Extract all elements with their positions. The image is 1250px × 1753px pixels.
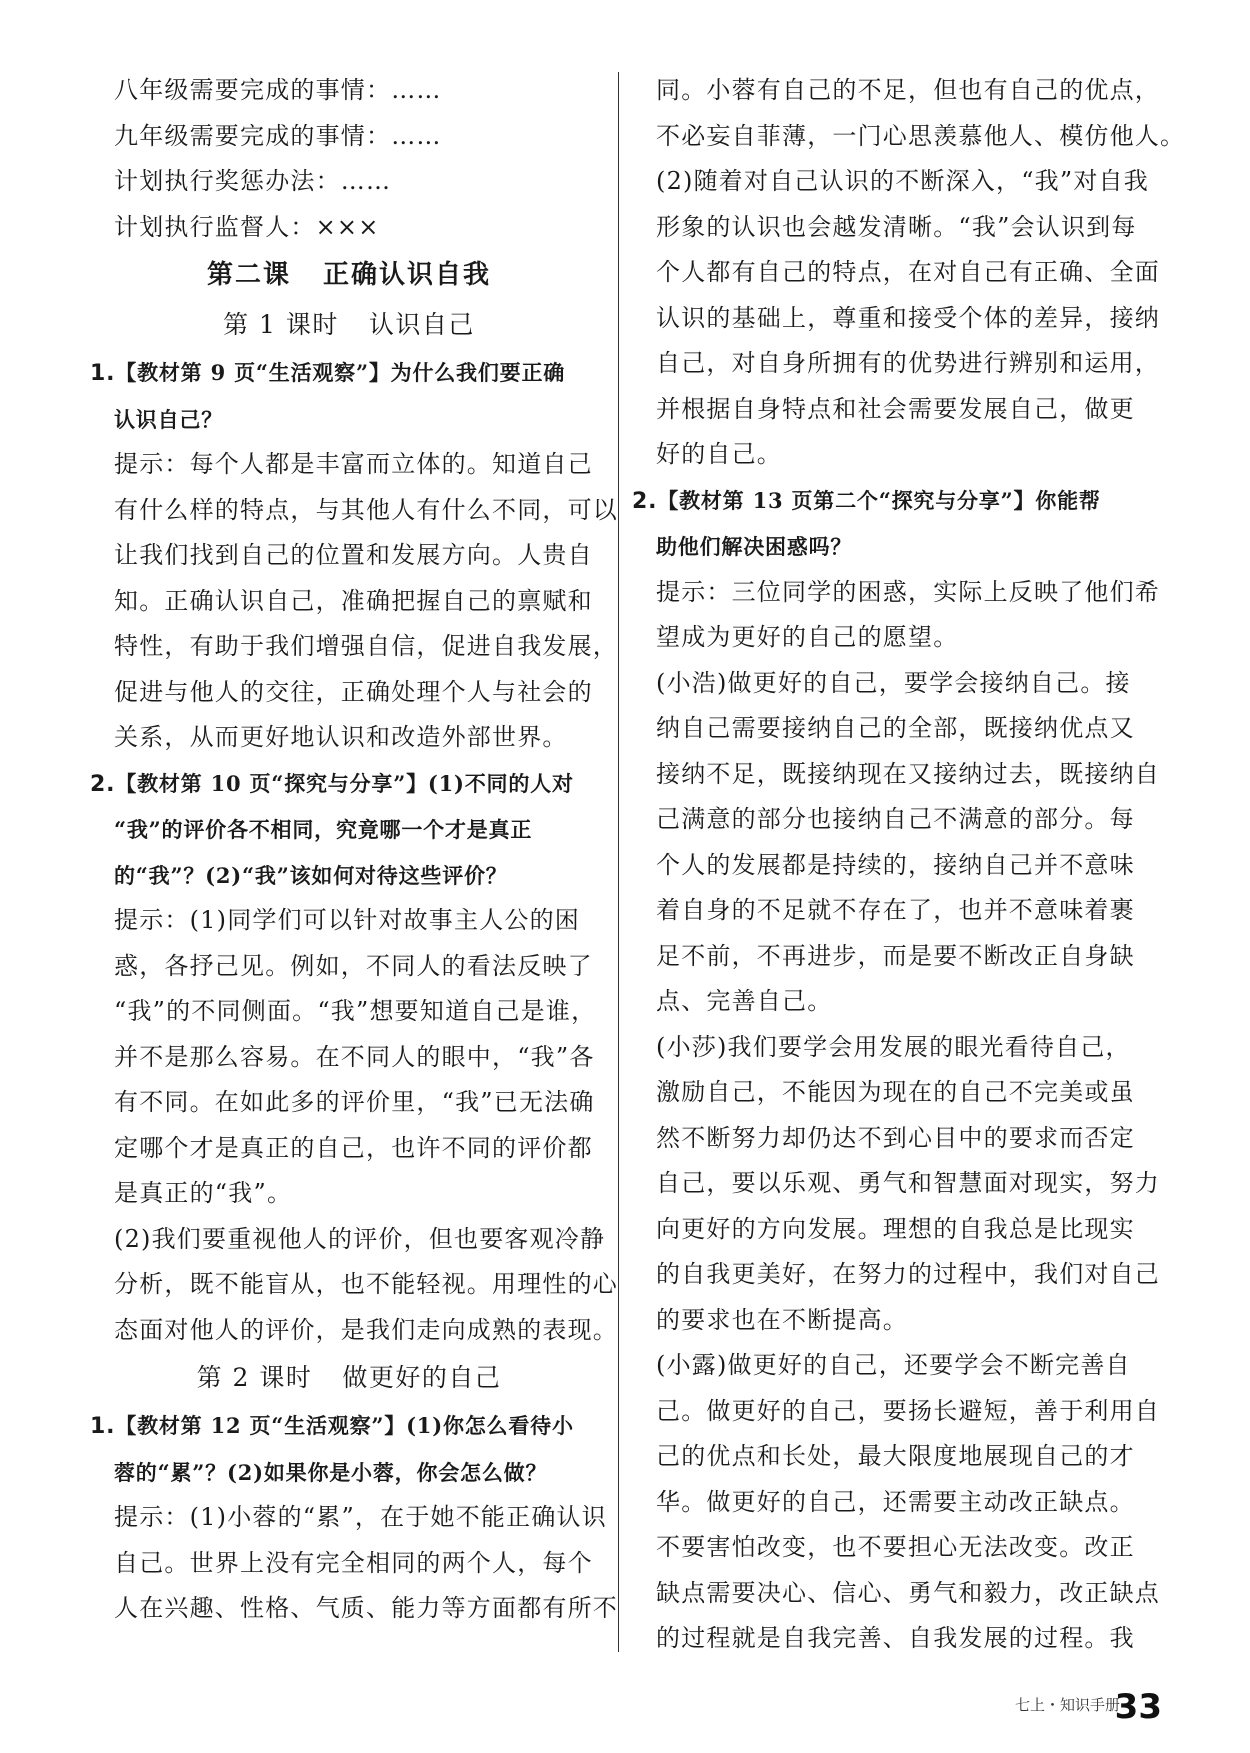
answer-line: 同。小蓉有自己的不足，但也有自己的优点， — [656, 76, 1160, 104]
footer-label: 七上・知识手册 — [1014, 1696, 1120, 1714]
answer-line: 特性，有助于我们增强自信，促进自我发展， — [114, 632, 618, 660]
answer-line: 不必妄自菲薄，一门心思羡慕他人、模仿他人。 — [656, 121, 1186, 150]
question-3-cont: 蓉的“累”？(2)如果你是小蓉，你会怎么做？ — [114, 1459, 548, 1485]
answer-line: 纳自己需要接纳自己的全部，既接纳优点又 — [656, 714, 1135, 742]
answer-line: 惑，各抒己见。例如，不同人的看法反映了 — [114, 951, 593, 980]
answer-line: 有什么样的特点，与其他人有什么不同，可以 — [114, 495, 618, 524]
answer-line: 关系，从而更好地认识和改造外部世界。 — [114, 723, 568, 751]
answer-line: 自己，对自身所拥有的优势进行辨别和运用， — [656, 349, 1160, 377]
answer-line: (2)我们要重视他人的评价，但也要客观冷静 — [114, 1224, 606, 1253]
plan-line: 八年级需要完成的事情：…… — [114, 76, 442, 104]
answer-line: 提示：(1)小蓉的“累”，在于她不能正确认识 — [114, 1503, 607, 1531]
question-1: 1.【教材第 9 页“生活观察”】为什么我们要正确 — [90, 360, 566, 386]
answer-line: 提示：(1)同学们可以针对故事主人公的困 — [114, 906, 580, 934]
answer-line: 激励自己，不能因为现在的自己不完美或虽 — [656, 1078, 1135, 1106]
answer-line: “我”的不同侧面。“我”想要知道自己是谁， — [114, 997, 597, 1025]
answer-line: 缺点需要决心、信心、勇气和毅力，改正缺点 — [656, 1578, 1160, 1607]
answer-line: 接纳不足，既接纳现在又接纳过去，既接纳自 — [656, 759, 1160, 788]
question-3: 1.【教材第 12 页“生活观察”】(1)你怎么看待小 — [90, 1413, 574, 1439]
answer-line: 让我们找到自己的位置和发展方向。人贵自 — [114, 541, 593, 569]
answer-line: 己的优点和长处，最大限度地展现自己的才 — [656, 1442, 1135, 1470]
period-1-title: 第 1 课时 认识自己 — [223, 310, 475, 339]
answer-line: 是真正的“我”。 — [114, 1179, 293, 1207]
lesson-title: 第二课 正确认识自我 — [206, 260, 492, 290]
answer-line: 分析，既不能盲从，也不能轻视。用理性的心 — [114, 1270, 618, 1298]
answer-line: 好的自己。 — [656, 440, 782, 468]
answer-line: 并根据自身特点和社会需要发展自己，做更 — [656, 394, 1135, 423]
answer-line: 己满意的部分也接纳自己不满意的部分。每 — [656, 805, 1135, 833]
left-column — [90, 68, 618, 1632]
answer-line: 并不是那么容易。在不同人的眼中，“我”各 — [114, 1042, 595, 1071]
question-2-cont: “我”的评价各不相同，究竟哪一个才是真正 — [114, 817, 533, 842]
answer-line: 己。做更好的自己，要扬长避短，善于利用自 — [656, 1396, 1160, 1425]
question-1-cont: 认识自己？ — [114, 406, 223, 432]
answer-line: 华。做更好的自己，还需要主动改正缺点。 — [656, 1487, 1135, 1516]
answer-line: 自己。世界上没有完全相同的两个人，每个 — [114, 1548, 593, 1577]
answer-line: 向更好的方向发展。理想的自我总是比现实 — [656, 1214, 1135, 1243]
answer-line: 自己，要以乐观、勇气和智慧面对现实，努力 — [656, 1169, 1160, 1197]
answer-line: 望成为更好的自己的愿望。 — [656, 623, 959, 651]
plan-line: 计划执行奖惩办法：…… — [114, 167, 392, 195]
question-2-cont: 的“我”？(2)“我”该如何对待这些评价？ — [114, 862, 508, 888]
answer-line: 个人的发展都是持续的，接纳自己并不意味 — [656, 850, 1135, 879]
answer-line: 的过程就是自我完善、自我发展的过程。我 — [656, 1624, 1135, 1652]
question-2: 2.【教材第 10 页“探究与分享”】(1)不同的人对 — [90, 770, 574, 797]
answer-line: 态面对他人的评价，是我们走向成熟的表现。 — [114, 1315, 618, 1344]
answer-line: 的要求也在不断提高。 — [656, 1305, 908, 1334]
answer-line: 有不同。在如此多的评价里，“我”已无法确 — [114, 1088, 595, 1116]
answer-line: 提示：每个人都是丰富而立体的。知道自己 — [114, 450, 593, 478]
answer-line: (2)随着对自己认识的不断深入，“我”对自我 — [656, 167, 1149, 195]
answer-line: 足不前，不再进步，而是要不断改正自身缺 — [656, 941, 1135, 970]
answer-line: 定哪个才是真正的自己，也许不同的评价都 — [114, 1133, 593, 1162]
plan-line: 九年级需要完成的事情：…… — [114, 121, 442, 150]
answer-line: 促进与他人的交往，正确处理个人与社会的 — [114, 677, 593, 706]
answer-line: 的自我更美好，在努力的过程中，我们对自己 — [656, 1260, 1160, 1288]
answer-line: 知。正确认识自己，准确把握自己的禀赋和 — [114, 586, 593, 615]
period-2-title: 第 2 课时 做更好的自己 — [196, 1363, 502, 1392]
answer-line: (小浩)做更好的自己，要学会接纳自己。接 — [656, 668, 1131, 697]
question-4-cont: 助他们解决困惑吗？ — [656, 534, 853, 559]
page-number: 33 — [1114, 1687, 1162, 1727]
answer-line: (小莎)我们要学会用发展的眼光看待自己， — [656, 1032, 1131, 1061]
answer-line: 着自身的不足就不存在了，也并不意味着裹 — [656, 896, 1135, 924]
answer-line: 不要害怕改变，也不要担心无法改变。改正 — [656, 1533, 1135, 1561]
answer-line: 个人都有自己的特点，在对自己有正确、全面 — [656, 258, 1160, 286]
answer-line: 提示：三位同学的困惑，实际上反映了他们希 — [656, 577, 1160, 606]
answer-line: 形象的认识也会越发清晰。“我”会认识到每 — [656, 212, 1137, 241]
right-column — [632, 68, 1186, 1662]
column-divider — [618, 72, 619, 1652]
answer-line: 认识的基础上，尊重和接受个体的差异，接纳 — [656, 303, 1160, 332]
answer-line: 人在兴趣、性格、气质、能力等方面都有所不 — [114, 1594, 618, 1622]
plan-line: 计划执行监督人：××× — [114, 212, 380, 241]
answer-line: 点、完善自己。 — [656, 987, 833, 1015]
answer-line: 然不断努力却仍达不到心目中的要求而否定 — [656, 1123, 1135, 1152]
answer-line: (小露)做更好的自己，还要学会不断完善自 — [656, 1351, 1131, 1379]
question-4: 2.【教材第 13 页第二个“探究与分享”】你能帮 — [632, 487, 1101, 514]
